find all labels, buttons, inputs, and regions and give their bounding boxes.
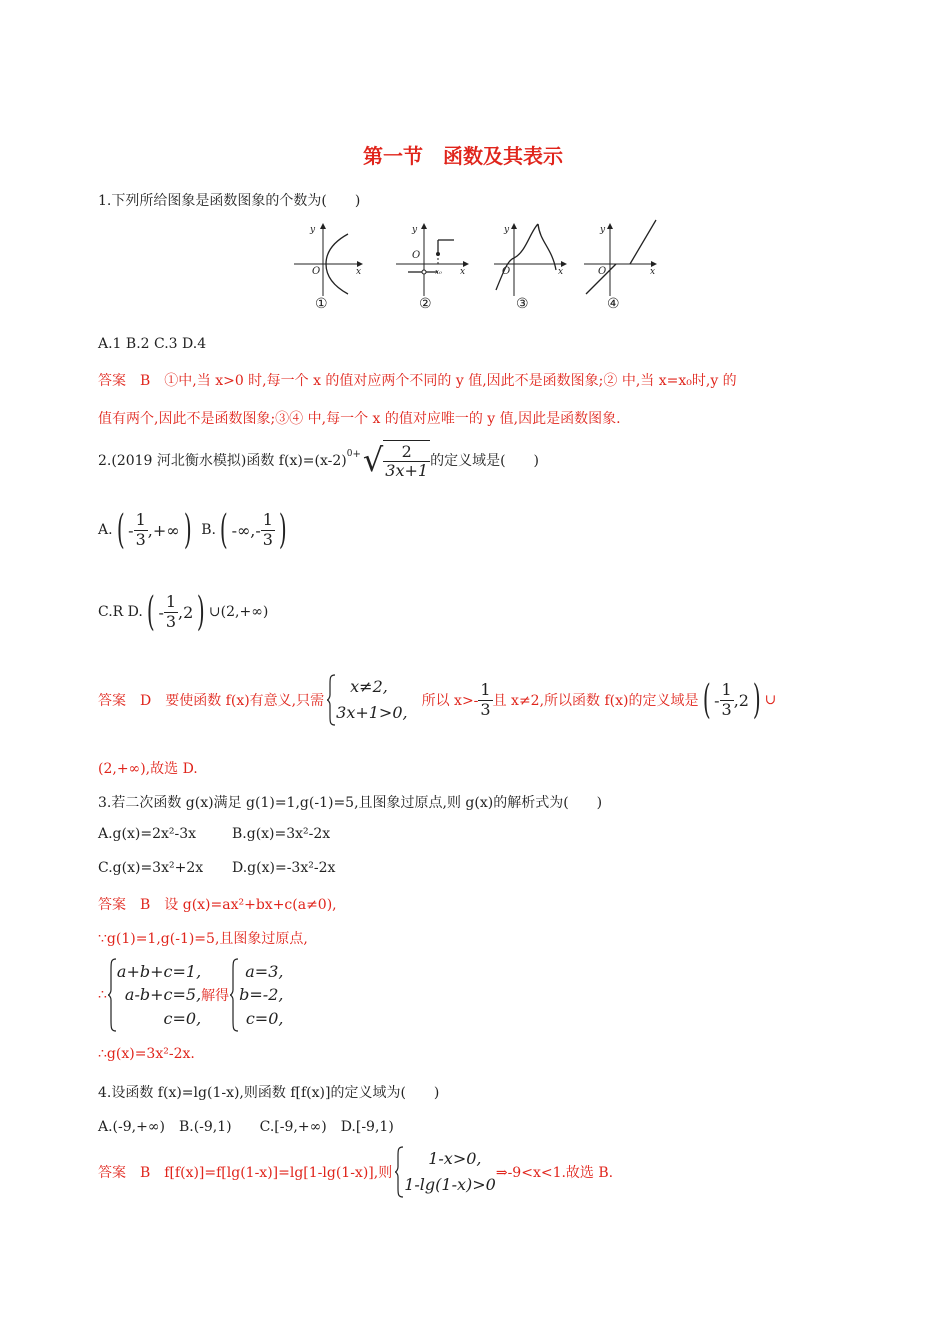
q1-stem: 1.下列所给图象是函数图象的个数为( )	[98, 193, 361, 209]
svg-text:y: y	[600, 225, 606, 235]
q3-system-b: a=3, b=-2, c=0,	[239, 962, 284, 1028]
q3-system-a: a+b+c=1, a-b+c=5, c=0,	[116, 962, 202, 1028]
q2-answer-system: x≠2, 3x+1>0,	[336, 677, 408, 722]
graph-label-4: ④	[607, 296, 620, 312]
q2-optA-frac: $\frac{1}{3}$	[135, 510, 146, 549]
q4-brace-icon	[394, 1146, 404, 1198]
graph-2	[396, 224, 468, 296]
q3-optC: C.g(x)=3x²+2x	[98, 860, 204, 876]
q2-optB-a: -∞,-	[231, 520, 261, 540]
svg-text:y: y	[412, 225, 418, 235]
q2-optA-a: -	[128, 520, 134, 540]
q4-stem: 4.设函数 f(x)=lg(1-x),则函数 f[f(x)]的定义域为( )	[98, 1085, 440, 1101]
q1-answer-line1: 答案 B ①中,当 x>0 时,每一个 x 的值对应两个不同的 y 值,因此不是函数图象;② 中,当 x=x₀时,y 的	[98, 373, 737, 389]
svg-text:y: y	[504, 225, 510, 235]
svg-text:x: x	[650, 267, 656, 277]
q3-optD: D.g(x)=-3x²-2x	[232, 860, 336, 876]
q2-fraction	[383, 440, 430, 481]
q4-options: A.(-9,+∞) B.(-9,1) C.[-9,+∞) D.[-9,1)	[98, 1119, 394, 1135]
q2-stem-sup: 0	[346, 449, 353, 460]
q3-optB: B.g(x)=3x²-2x	[232, 826, 331, 842]
q2-optB-frac: $\frac{1}{3}$	[262, 510, 273, 549]
svg-text:O: O	[502, 266, 511, 277]
q3-brace-b-icon	[229, 958, 239, 1032]
q4-answer-system: 1-x>0, 1-lg(1-x)>0	[404, 1149, 496, 1194]
q3-therefore: ∴	[98, 987, 107, 1003]
q3-answer-line1: 答案 B 设 g(x)=ax²+bx+c(a≠0),	[98, 897, 337, 913]
graph-1	[294, 224, 362, 296]
q2-answer-line2: (2,+∞),故选 D.	[98, 761, 198, 777]
svg-text:O: O	[412, 250, 421, 261]
q1-options: A.1 B.2 C.3 D.4	[98, 336, 207, 352]
svg-text:x: x	[356, 267, 362, 277]
q2-sqrt-icon: √	[362, 441, 384, 480]
q2-optA-b: ,+∞	[147, 520, 180, 540]
q3-answer-result: ∴g(x)=3x²-2x.	[98, 1046, 195, 1062]
graph-label-3: ③	[516, 296, 529, 312]
q4-answer-post: ⇒-9<x<1.故选 B.	[495, 1165, 614, 1181]
q3-brace-a-icon	[107, 958, 117, 1032]
q2-optB-label: B.	[201, 522, 216, 538]
q2-optD-frac: $\frac{1}{3}$	[165, 592, 177, 631]
q1-answer-line2: 值有两个,因此不是函数图象;③④ 中,每一个 x 的值对应唯一的 y 值,因此是函数图象.	[98, 411, 621, 427]
q4-answer-pre: 答案 B f[f(x)]=f[lg(1-x)]=lg[1-lg(1-x)],则	[98, 1165, 393, 1181]
q2-stem-pre: 2.(2019 河北衡水模拟)函数 f(x)=(x-2)	[98, 453, 347, 470]
svg-text:x: x	[558, 267, 564, 277]
q4-answer	[98, 1146, 613, 1198]
q2-answer-int-frac: $\frac{1}{3}$	[721, 680, 732, 719]
q2-optD-union: ∪(2,+∞)	[208, 604, 269, 620]
q3-stem: 3.若二次函数 g(x)满足 g(1)=1,g(-1)=5,且图象过原点,则 g(x)的解析式为( )	[98, 795, 603, 811]
q2-frac-den: 3x+1	[385, 461, 429, 481]
graph-label-2: ②	[419, 296, 432, 312]
q2-brace-icon	[326, 674, 336, 726]
q2-answer-mid2: 且 x≠2,所以函数 f(x)的定义域是	[492, 693, 699, 709]
graph-label-1: ①	[315, 296, 328, 312]
q2-options-cd: C.R D. ( - $\frac{1}{3}$ ,2 ) ∪(2,+∞)	[98, 589, 269, 635]
q2-stem	[98, 440, 539, 481]
q3-solve: 解得	[201, 988, 230, 1004]
svg-text:x: x	[460, 267, 466, 277]
q2-frac-num: 2	[383, 443, 430, 462]
q2-optCD-label: C.R D.	[98, 604, 143, 620]
q2-optD-b: ,2	[178, 602, 194, 622]
graph-4	[584, 220, 656, 296]
q2-options-ab: A. ( - $\frac{1}{3}$ ,+∞ ) B. ( -∞,- $\frac{1}{3}$ )	[98, 507, 287, 553]
q2-optA-label: A.	[98, 522, 113, 538]
q2-answer-frac: $\frac{1}{3}$	[480, 680, 491, 719]
q2-answer-pre: 答案 D 要使函数 f(x)有意义,只需	[98, 693, 325, 709]
svg-text:y: y	[310, 225, 316, 235]
q2-optD-a: -	[158, 602, 164, 622]
q2-answer: 答案 D 要使函数 f(x)有意义,只需 x≠2, 3x+1>0, 所以 x>- $\frac{1}{3}$ 且 x≠2,所以函数 f(x)的定义域是 ( - $\frac{1}{3}$ ,2 ) ∪	[98, 674, 776, 726]
svg-text:O: O	[598, 266, 607, 277]
svg-text:x₀: x₀	[435, 268, 442, 276]
q3-optA: A.g(x)=2x²-3x	[98, 826, 197, 842]
page-title: 第一节 函数及其表示	[363, 144, 563, 168]
q3-answer-systems	[98, 958, 283, 1032]
q2-answer-mid: 所以 x>-	[421, 693, 479, 709]
q2-stem-plus: +	[352, 448, 361, 460]
q3-answer-line2: ∵g(1)=1,g(-1)=5,且图象过原点,	[98, 931, 308, 947]
svg-text:O: O	[312, 266, 321, 277]
q2-stem-post: 的定义域是( )	[430, 453, 540, 470]
